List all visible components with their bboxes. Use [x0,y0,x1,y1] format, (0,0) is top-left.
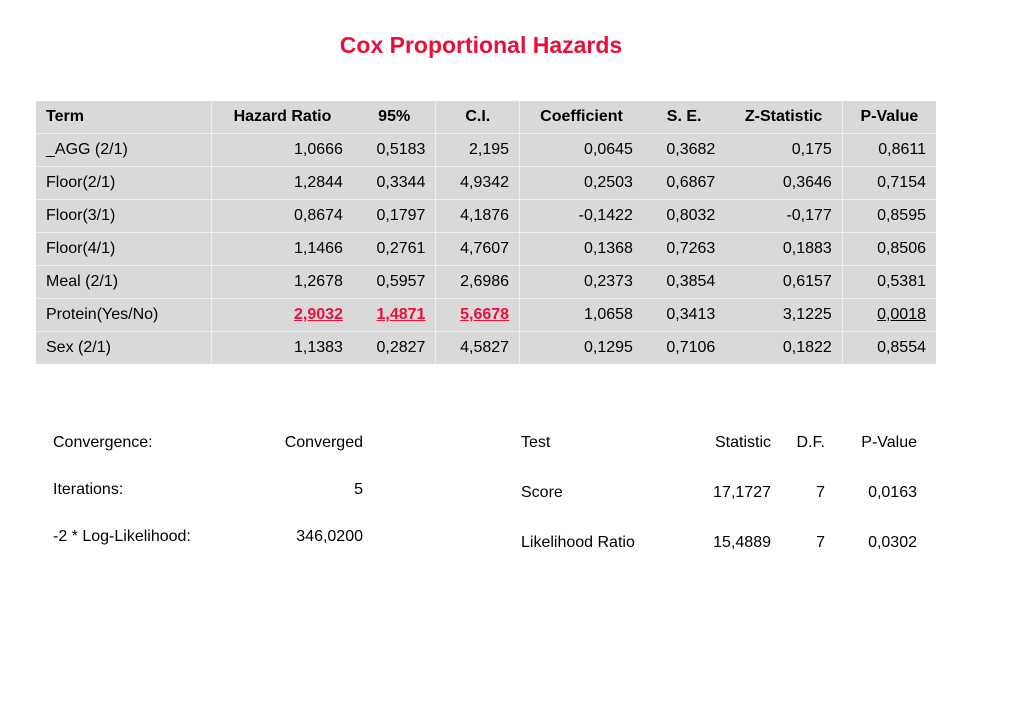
header-term: Term [36,101,212,134]
table-row [521,534,917,584]
term-cell: Sex (2/1) [36,332,212,365]
header-test-p-value: P-Value [861,434,917,451]
ci-upper-cell: 4,5827 [436,332,520,365]
significant-ci-lower: 1,4871 [376,306,426,323]
header-p-value: P-Value [860,108,919,125]
z-statistic-cell: -0,177 [725,200,842,233]
iterations-label: Iterations: [53,481,124,498]
header-hazard-ratio: Hazard Ratio [233,108,332,125]
significant-hazard-ratio: 2,9032 [294,306,343,323]
term-cell: Protein(Yes/No) [36,299,212,332]
convergence-row [53,434,363,481]
header-statistic: Statistic [714,434,771,451]
se-cell: 0,3854 [643,266,725,299]
ci-lower-cell [353,299,436,332]
term-cell: Floor(3/1) [36,200,212,233]
coefficient-cell: 0,1295 [520,332,643,365]
term-cell: Floor(2/1) [36,167,212,200]
convergence-value: Converged [284,434,363,451]
test-header-row [521,434,917,484]
table-header-row [36,101,936,134]
z-statistic-cell: 0,1822 [725,332,842,365]
ci-upper-cell: 4,1876 [436,200,520,233]
iterations-row [53,481,363,528]
table-row [521,484,917,534]
log-likelihood-label: -2 * Log-Likelihood: [53,528,191,545]
table-row [36,167,936,200]
cox-hazards-table [36,101,936,364]
hazard-ratio-cell: 1,2678 [212,266,353,299]
z-statistic-cell: 0,6157 [725,266,842,299]
p-value-cell: 0,8595 [842,200,936,233]
significant-ci-upper: 5,6678 [460,306,510,323]
table-row [36,332,936,365]
hazard-ratio-cell: 1,2844 [212,167,353,200]
test-name-cell: Likelihood Ratio [521,534,635,551]
z-statistic-cell: 0,3646 [725,167,842,200]
page-title: Cox Proportional Hazards [339,32,623,58]
hazard-ratio-cell: 1,0666 [212,134,353,167]
p-value-cell: 0,8611 [842,134,936,167]
coefficient-cell: -0,1422 [520,200,643,233]
test-statistic-cell: 17,1727 [713,484,771,501]
header-coefficient: Coefficient [540,108,623,125]
p-value-cell: 0,8554 [842,332,936,365]
header-test: Test [521,434,551,451]
term-cell: Meal (2/1) [36,266,212,299]
p-value-cell [842,299,936,332]
ci-upper-cell: 2,6986 [436,266,520,299]
se-cell: 0,8032 [643,200,725,233]
ci-upper-cell: 4,7607 [436,233,520,266]
table-row [36,200,936,233]
ci-lower-cell: 0,5957 [353,266,436,299]
header-ci-95: 95% [353,101,436,134]
significant-p-value: 0,0018 [877,306,926,323]
coefficient-cell: 1,0658 [520,299,643,332]
p-value-cell: 0,7154 [842,167,936,200]
se-cell: 0,6867 [643,167,725,200]
test-statistics-table [521,434,917,584]
z-statistic-cell: 0,1883 [725,233,842,266]
term-cell: _AGG (2/1) [36,134,212,167]
term-cell: Floor(4/1) [36,233,212,266]
coefficient-cell: 0,2503 [520,167,643,200]
z-statistic-cell: 3,1225 [725,299,842,332]
header-z-statistic: Z-Statistic [725,101,842,134]
ci-lower-cell: 0,3344 [353,167,436,200]
iterations-value: 5 [354,481,363,498]
coefficient-cell: 0,1368 [520,233,643,266]
se-cell: 0,3682 [643,134,725,167]
p-value-cell: 0,8506 [842,233,936,266]
log-likelihood-value: 346,0200 [296,528,363,545]
header-se: S. E. [666,108,702,125]
se-cell: 0,7263 [643,233,725,266]
se-cell: 0,7106 [643,332,725,365]
convergence-label: Convergence: [53,434,153,451]
coefficient-cell: 0,0645 [520,134,643,167]
p-value-cell: 0,5381 [842,266,936,299]
ci-upper-cell: 2,195 [436,134,520,167]
test-p-value-cell: 0,0163 [868,484,917,501]
hazard-ratio-cell: 1,1466 [212,233,353,266]
test-name-cell: Score [521,484,563,501]
hazard-ratio-cell: 0,8674 [212,200,353,233]
ci-lower-cell: 0,2827 [353,332,436,365]
se-cell: 0,3413 [643,299,725,332]
hazard-ratio-cell: 1,1383 [212,332,353,365]
test-df-cell: 7 [816,484,825,501]
convergence-summary [53,434,363,575]
ci-lower-cell: 0,5183 [353,134,436,167]
test-statistic-cell: 15,4889 [713,534,771,551]
table-row [36,266,936,299]
header-ci: C.I. [436,101,520,134]
z-statistic-cell: 0,175 [725,134,842,167]
ci-upper-cell: 4,9342 [436,167,520,200]
ci-lower-cell: 0,1797 [353,200,436,233]
log-likelihood-row [53,528,363,575]
test-p-value-cell: 0,0302 [868,534,917,551]
hazard-ratio-cell [212,299,353,332]
table-row [36,134,936,167]
ci-upper-cell [436,299,520,332]
table-row [36,299,936,332]
coefficient-cell: 0,2373 [520,266,643,299]
ci-lower-cell: 0,2761 [353,233,436,266]
table-row [36,233,936,266]
header-df: D.F. [796,434,825,451]
test-df-cell: 7 [816,534,825,551]
